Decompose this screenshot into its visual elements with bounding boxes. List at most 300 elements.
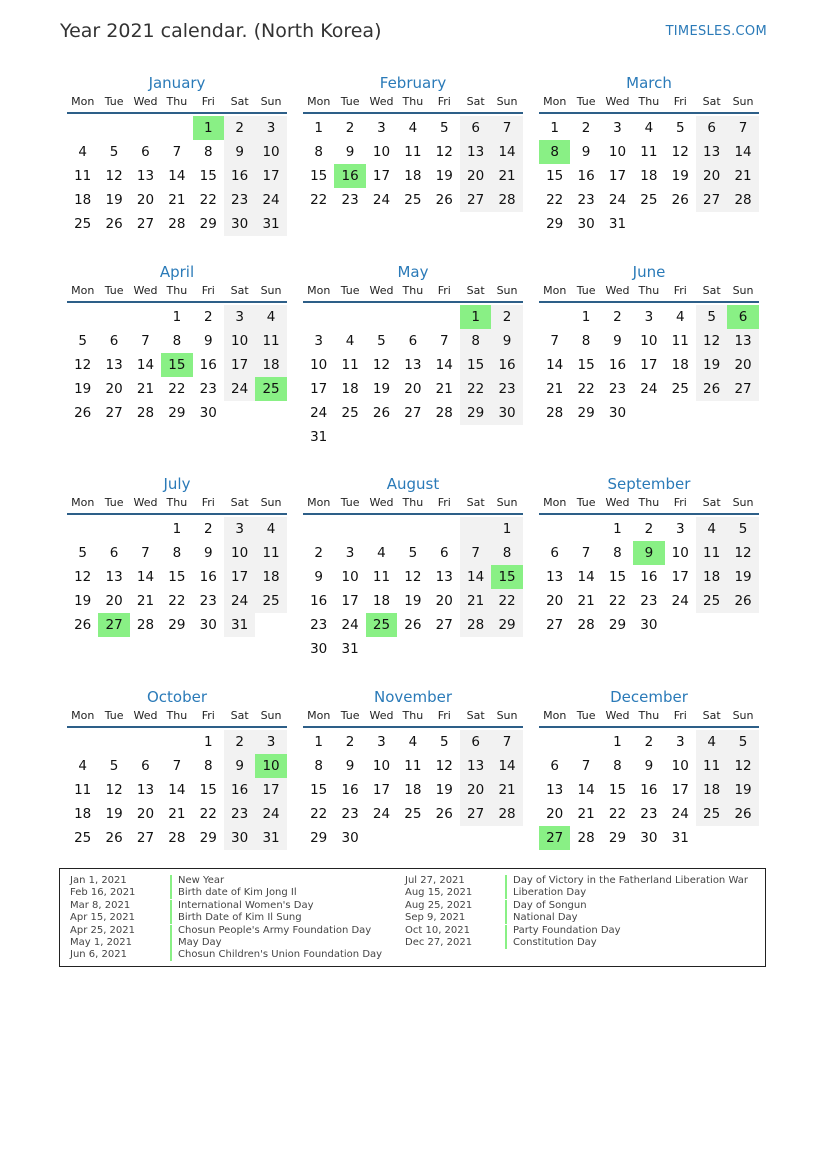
day-cell[interactable]: 22 bbox=[199, 192, 217, 208]
day-cell[interactable]: 20 bbox=[546, 593, 564, 609]
day-cell[interactable]: 22 bbox=[608, 593, 627, 609]
day-cell[interactable]: 23 bbox=[199, 381, 217, 397]
day-cell[interactable]: 8 bbox=[460, 329, 491, 353]
day-cell[interactable]: 20 bbox=[546, 806, 564, 822]
day-cell[interactable]: 31 bbox=[341, 641, 359, 657]
day-cell[interactable]: 30 bbox=[199, 617, 217, 633]
day-cell[interactable]: 19 bbox=[105, 806, 123, 822]
day-cell[interactable]: 9 bbox=[491, 329, 522, 353]
day-cell[interactable]: 14 bbox=[435, 357, 453, 373]
day-cell[interactable]: 19 bbox=[435, 782, 453, 798]
day-cell[interactable]: 16 bbox=[491, 353, 522, 377]
day-cell[interactable]: 7 bbox=[491, 730, 522, 754]
day-cell[interactable]: 21 bbox=[727, 164, 758, 188]
day-cell[interactable]: 7 bbox=[141, 333, 150, 349]
day-cell[interactable]: 18 bbox=[404, 168, 422, 184]
day-cell[interactable]: 31 bbox=[224, 613, 255, 637]
day-cell[interactable]: 15 bbox=[608, 782, 627, 798]
day-cell[interactable]: 18 bbox=[255, 565, 286, 589]
day-cell[interactable]: 14 bbox=[577, 782, 595, 798]
day-cell[interactable]: 8 bbox=[491, 541, 522, 565]
day-cell[interactable]: 14 bbox=[491, 140, 522, 164]
day-cell[interactable]: 20 bbox=[136, 192, 155, 208]
day-cell[interactable]: 10 bbox=[372, 144, 391, 160]
day-cell[interactable]: 30 bbox=[224, 826, 255, 850]
day-cell[interactable]: 28 bbox=[168, 830, 186, 846]
day-cell[interactable]: 14 bbox=[491, 754, 522, 778]
day-cell[interactable]: 2 bbox=[203, 309, 213, 325]
day-cell[interactable]: 14 bbox=[136, 569, 155, 585]
day-cell[interactable]: 10 bbox=[671, 545, 689, 561]
day-cell[interactable]: 21 bbox=[168, 806, 186, 822]
day-cell[interactable]: 2 bbox=[345, 120, 355, 136]
day-cell[interactable]: 1 bbox=[203, 734, 213, 750]
day-cell[interactable]: 16 bbox=[640, 782, 658, 798]
day-cell[interactable]: 28 bbox=[546, 405, 564, 421]
day-cell[interactable]: 12 bbox=[105, 782, 123, 798]
day-cell[interactable]: 21 bbox=[136, 381, 155, 397]
day-cell[interactable]: 6 bbox=[141, 758, 150, 774]
day-cell[interactable]: 26 bbox=[404, 617, 422, 633]
day-cell[interactable]: 6 bbox=[460, 730, 491, 754]
day-cell[interactable]: 4 bbox=[644, 120, 654, 136]
day-cell[interactable]: 3 bbox=[675, 734, 685, 750]
day-cell[interactable]: 3 bbox=[224, 305, 255, 329]
day-cell[interactable]: 20 bbox=[696, 164, 727, 188]
day-cell[interactable]: 31 bbox=[310, 429, 328, 445]
day-cell[interactable]: 7 bbox=[727, 116, 758, 140]
day-cell[interactable]: 12 bbox=[435, 144, 453, 160]
day-cell[interactable]: 23 bbox=[199, 593, 217, 609]
day-cell[interactable]: 20 bbox=[727, 353, 758, 377]
day-cell[interactable]: 25 bbox=[640, 192, 658, 208]
day-cell[interactable]: 22 bbox=[491, 589, 522, 613]
day-cell[interactable]: 26 bbox=[372, 405, 391, 421]
day-cell[interactable]: 28 bbox=[136, 405, 155, 421]
day-cell[interactable]: 5 bbox=[377, 333, 386, 349]
day-cell[interactable]: 28 bbox=[577, 617, 595, 633]
day-cell[interactable]: 2 bbox=[581, 120, 591, 136]
day-cell[interactable]: 6 bbox=[408, 333, 418, 349]
day-cell[interactable]: 29 bbox=[168, 405, 186, 421]
day-cell[interactable]: 13 bbox=[404, 357, 422, 373]
day-cell[interactable]: 1 bbox=[613, 521, 622, 537]
day-cell[interactable]: 9 bbox=[314, 569, 323, 585]
day-cell[interactable]: 15 bbox=[199, 782, 217, 798]
day-cell[interactable]: 6 bbox=[550, 545, 559, 561]
holiday-day-cell[interactable]: 27 bbox=[539, 826, 570, 850]
day-cell[interactable]: 27 bbox=[404, 405, 422, 421]
day-cell[interactable]: 30 bbox=[491, 401, 522, 425]
day-cell[interactable]: 26 bbox=[105, 830, 123, 846]
day-cell[interactable]: 10 bbox=[224, 541, 255, 565]
day-cell[interactable]: 31 bbox=[255, 826, 286, 850]
day-cell[interactable]: 18 bbox=[696, 565, 727, 589]
day-cell[interactable]: 17 bbox=[671, 782, 689, 798]
day-cell[interactable]: 22 bbox=[168, 381, 186, 397]
day-cell[interactable]: 5 bbox=[727, 730, 758, 754]
day-cell[interactable]: 31 bbox=[608, 216, 627, 232]
day-cell[interactable]: 22 bbox=[577, 381, 595, 397]
day-cell[interactable]: 12 bbox=[671, 144, 689, 160]
day-cell[interactable]: 5 bbox=[109, 758, 119, 774]
day-cell[interactable]: 5 bbox=[78, 333, 87, 349]
day-cell[interactable]: 16 bbox=[341, 782, 359, 798]
day-cell[interactable]: 25 bbox=[671, 381, 689, 397]
day-cell[interactable]: 12 bbox=[727, 754, 758, 778]
day-cell[interactable]: 16 bbox=[577, 168, 595, 184]
day-cell[interactable]: 24 bbox=[671, 806, 689, 822]
day-cell[interactable]: 2 bbox=[644, 521, 654, 537]
day-cell[interactable]: 18 bbox=[671, 357, 689, 373]
day-cell[interactable]: 17 bbox=[224, 353, 255, 377]
day-cell[interactable]: 27 bbox=[136, 216, 155, 232]
day-cell[interactable]: 24 bbox=[640, 381, 658, 397]
day-cell[interactable]: 3 bbox=[255, 116, 286, 140]
day-cell[interactable]: 28 bbox=[491, 802, 522, 826]
day-cell[interactable]: 30 bbox=[341, 830, 359, 846]
day-cell[interactable]: 8 bbox=[172, 333, 182, 349]
day-cell[interactable]: 20 bbox=[136, 806, 155, 822]
holiday-day-cell[interactable]: 15 bbox=[161, 353, 192, 377]
day-cell[interactable]: 25 bbox=[696, 802, 727, 826]
day-cell[interactable]: 1 bbox=[172, 309, 182, 325]
day-cell[interactable]: 3 bbox=[644, 309, 654, 325]
day-cell[interactable]: 23 bbox=[640, 593, 658, 609]
day-cell[interactable]: 10 bbox=[608, 144, 627, 160]
day-cell[interactable]: 12 bbox=[372, 357, 391, 373]
day-cell[interactable]: 11 bbox=[341, 357, 359, 373]
day-cell[interactable]: 13 bbox=[460, 754, 491, 778]
day-cell[interactable]: 4 bbox=[78, 144, 87, 160]
day-cell[interactable]: 1 bbox=[550, 120, 559, 136]
day-cell[interactable]: 21 bbox=[491, 164, 522, 188]
day-cell[interactable]: 26 bbox=[74, 405, 92, 421]
day-cell[interactable]: 24 bbox=[224, 377, 255, 401]
day-cell[interactable]: 4 bbox=[345, 333, 355, 349]
holiday-day-cell[interactable]: 25 bbox=[255, 377, 286, 401]
day-cell[interactable]: 13 bbox=[546, 569, 564, 585]
day-cell[interactable]: 5 bbox=[78, 545, 87, 561]
day-cell[interactable]: 15 bbox=[310, 782, 328, 798]
day-cell[interactable]: 30 bbox=[640, 830, 658, 846]
day-cell[interactable]: 13 bbox=[546, 782, 564, 798]
day-cell[interactable]: 26 bbox=[727, 802, 758, 826]
day-cell[interactable]: 2 bbox=[491, 305, 522, 329]
holiday-day-cell[interactable]: 6 bbox=[727, 305, 758, 329]
day-cell[interactable]: 19 bbox=[74, 381, 92, 397]
day-cell[interactable]: 12 bbox=[696, 329, 727, 353]
day-cell[interactable]: 21 bbox=[577, 593, 595, 609]
day-cell[interactable]: 7 bbox=[172, 144, 182, 160]
day-cell[interactable]: 5 bbox=[696, 305, 727, 329]
day-cell[interactable]: 12 bbox=[435, 758, 453, 774]
day-cell[interactable]: 26 bbox=[696, 377, 727, 401]
day-cell[interactable]: 27 bbox=[105, 405, 123, 421]
day-cell[interactable]: 23 bbox=[640, 806, 658, 822]
day-cell[interactable]: 11 bbox=[640, 144, 658, 160]
day-cell[interactable]: 4 bbox=[696, 730, 727, 754]
day-cell[interactable]: 18 bbox=[74, 806, 92, 822]
day-cell[interactable]: 18 bbox=[341, 381, 359, 397]
day-cell[interactable]: 2 bbox=[203, 521, 213, 537]
day-cell[interactable]: 19 bbox=[372, 381, 391, 397]
holiday-day-cell[interactable]: 1 bbox=[193, 116, 224, 140]
day-cell[interactable]: 28 bbox=[136, 617, 155, 633]
day-cell[interactable]: 27 bbox=[435, 617, 453, 633]
day-cell[interactable]: 21 bbox=[460, 589, 491, 613]
day-cell[interactable]: 15 bbox=[577, 357, 595, 373]
day-cell[interactable]: 25 bbox=[696, 589, 727, 613]
day-cell[interactable]: 9 bbox=[345, 758, 355, 774]
day-cell[interactable]: 13 bbox=[105, 569, 123, 585]
day-cell[interactable]: 29 bbox=[577, 405, 595, 421]
day-cell[interactable]: 29 bbox=[608, 830, 627, 846]
day-cell[interactable]: 5 bbox=[727, 517, 758, 541]
day-cell[interactable]: 9 bbox=[224, 140, 255, 164]
day-cell[interactable]: 18 bbox=[640, 168, 658, 184]
day-cell[interactable]: 18 bbox=[372, 593, 391, 609]
day-cell[interactable]: 24 bbox=[608, 192, 627, 208]
day-cell[interactable]: 26 bbox=[671, 192, 689, 208]
day-cell[interactable]: 3 bbox=[613, 120, 622, 136]
day-cell[interactable]: 4 bbox=[255, 517, 286, 541]
day-cell[interactable]: 15 bbox=[460, 353, 491, 377]
day-cell[interactable]: 25 bbox=[255, 589, 286, 613]
day-cell[interactable]: 13 bbox=[460, 140, 491, 164]
day-cell[interactable]: 26 bbox=[105, 216, 123, 232]
day-cell[interactable]: 5 bbox=[408, 545, 418, 561]
day-cell[interactable]: 26 bbox=[727, 589, 758, 613]
day-cell[interactable]: 2 bbox=[224, 730, 255, 754]
day-cell[interactable]: 18 bbox=[696, 778, 727, 802]
day-cell[interactable]: 2 bbox=[345, 734, 355, 750]
day-cell[interactable]: 15 bbox=[199, 168, 217, 184]
day-cell[interactable]: 29 bbox=[310, 830, 328, 846]
day-cell[interactable]: 5 bbox=[675, 120, 685, 136]
day-cell[interactable]: 13 bbox=[435, 569, 453, 585]
day-cell[interactable]: 1 bbox=[172, 521, 182, 537]
day-cell[interactable]: 13 bbox=[696, 140, 727, 164]
day-cell[interactable]: 19 bbox=[74, 593, 92, 609]
day-cell[interactable]: 13 bbox=[136, 782, 155, 798]
day-cell[interactable]: 1 bbox=[613, 734, 622, 750]
day-cell[interactable]: 8 bbox=[203, 144, 213, 160]
day-cell[interactable]: 10 bbox=[310, 357, 328, 373]
day-cell[interactable]: 5 bbox=[439, 120, 449, 136]
day-cell[interactable]: 23 bbox=[491, 377, 522, 401]
day-cell[interactable]: 31 bbox=[671, 830, 689, 846]
day-cell[interactable]: 11 bbox=[404, 144, 422, 160]
day-cell[interactable]: 4 bbox=[408, 734, 418, 750]
day-cell[interactable]: 25 bbox=[404, 806, 422, 822]
day-cell[interactable]: 1 bbox=[314, 120, 323, 136]
day-cell[interactable]: 25 bbox=[341, 405, 359, 421]
day-cell[interactable]: 13 bbox=[727, 329, 758, 353]
day-cell[interactable]: 15 bbox=[310, 168, 328, 184]
day-cell[interactable]: 12 bbox=[105, 168, 123, 184]
day-cell[interactable]: 27 bbox=[727, 377, 758, 401]
day-cell[interactable]: 29 bbox=[546, 216, 564, 232]
day-cell[interactable]: 20 bbox=[404, 381, 422, 397]
day-cell[interactable]: 27 bbox=[136, 830, 155, 846]
day-cell[interactable]: 8 bbox=[613, 545, 622, 561]
day-cell[interactable]: 29 bbox=[460, 401, 491, 425]
day-cell[interactable]: 23 bbox=[341, 806, 359, 822]
day-cell[interactable]: 12 bbox=[404, 569, 422, 585]
day-cell[interactable]: 16 bbox=[199, 569, 217, 585]
day-cell[interactable]: 8 bbox=[172, 545, 182, 561]
day-cell[interactable]: 29 bbox=[608, 617, 627, 633]
day-cell[interactable]: 8 bbox=[581, 333, 591, 349]
day-cell[interactable]: 14 bbox=[168, 782, 186, 798]
day-cell[interactable]: 2 bbox=[224, 116, 255, 140]
holiday-day-cell[interactable]: 9 bbox=[633, 541, 664, 565]
day-cell[interactable]: 24 bbox=[255, 802, 286, 826]
day-cell[interactable]: 19 bbox=[435, 168, 453, 184]
day-cell[interactable]: 27 bbox=[546, 617, 564, 633]
day-cell[interactable]: 23 bbox=[341, 192, 359, 208]
day-cell[interactable]: 18 bbox=[255, 353, 286, 377]
day-cell[interactable]: 25 bbox=[74, 216, 92, 232]
day-cell[interactable]: 4 bbox=[696, 517, 727, 541]
day-cell[interactable]: 22 bbox=[199, 806, 217, 822]
day-cell[interactable]: 9 bbox=[345, 144, 355, 160]
day-cell[interactable]: 4 bbox=[255, 305, 286, 329]
day-cell[interactable]: 15 bbox=[168, 569, 186, 585]
day-cell[interactable]: 16 bbox=[199, 357, 217, 373]
day-cell[interactable]: 9 bbox=[613, 333, 622, 349]
day-cell[interactable]: 3 bbox=[314, 333, 323, 349]
day-cell[interactable]: 24 bbox=[671, 593, 689, 609]
day-cell[interactable]: 1 bbox=[314, 734, 323, 750]
day-cell[interactable]: 17 bbox=[608, 168, 627, 184]
day-cell[interactable]: 3 bbox=[255, 730, 286, 754]
day-cell[interactable]: 28 bbox=[460, 613, 491, 637]
day-cell[interactable]: 8 bbox=[314, 758, 323, 774]
day-cell[interactable]: 12 bbox=[727, 541, 758, 565]
day-cell[interactable]: 17 bbox=[372, 782, 391, 798]
day-cell[interactable]: 10 bbox=[341, 569, 359, 585]
day-cell[interactable]: 28 bbox=[727, 188, 758, 212]
day-cell[interactable]: 14 bbox=[727, 140, 758, 164]
day-cell[interactable]: 7 bbox=[550, 333, 559, 349]
day-cell[interactable]: 2 bbox=[613, 309, 622, 325]
day-cell[interactable]: 8 bbox=[203, 758, 213, 774]
day-cell[interactable]: 30 bbox=[577, 216, 595, 232]
day-cell[interactable]: 11 bbox=[696, 754, 727, 778]
holiday-day-cell[interactable]: 15 bbox=[491, 565, 522, 589]
day-cell[interactable]: 29 bbox=[199, 216, 217, 232]
day-cell[interactable]: 10 bbox=[255, 140, 286, 164]
day-cell[interactable]: 22 bbox=[310, 192, 328, 208]
holiday-day-cell[interactable]: 16 bbox=[334, 164, 365, 188]
day-cell[interactable]: 1 bbox=[581, 309, 591, 325]
day-cell[interactable]: 22 bbox=[546, 192, 564, 208]
day-cell[interactable]: 22 bbox=[460, 377, 491, 401]
day-cell[interactable]: 16 bbox=[224, 164, 255, 188]
day-cell[interactable]: 6 bbox=[109, 545, 119, 561]
day-cell[interactable]: 6 bbox=[141, 144, 150, 160]
day-cell[interactable]: 17 bbox=[372, 168, 391, 184]
holiday-day-cell[interactable]: 8 bbox=[539, 140, 570, 164]
day-cell[interactable]: 22 bbox=[310, 806, 328, 822]
day-cell[interactable]: 16 bbox=[224, 778, 255, 802]
holiday-day-cell[interactable]: 1 bbox=[460, 305, 491, 329]
day-cell[interactable]: 3 bbox=[345, 545, 355, 561]
day-cell[interactable]: 11 bbox=[74, 168, 92, 184]
day-cell[interactable]: 28 bbox=[577, 830, 595, 846]
day-cell[interactable]: 24 bbox=[224, 589, 255, 613]
day-cell[interactable]: 28 bbox=[435, 405, 453, 421]
day-cell[interactable]: 8 bbox=[314, 144, 323, 160]
day-cell[interactable]: 9 bbox=[203, 333, 213, 349]
day-cell[interactable]: 22 bbox=[608, 806, 627, 822]
day-cell[interactable]: 21 bbox=[546, 381, 564, 397]
day-cell[interactable]: 23 bbox=[310, 617, 328, 633]
day-cell[interactable]: 28 bbox=[168, 216, 186, 232]
day-cell[interactable]: 23 bbox=[608, 381, 627, 397]
day-cell[interactable]: 24 bbox=[341, 617, 359, 633]
day-cell[interactable]: 14 bbox=[577, 569, 595, 585]
day-cell[interactable]: 12 bbox=[74, 357, 92, 373]
day-cell[interactable]: 1 bbox=[491, 517, 522, 541]
day-cell[interactable]: 17 bbox=[671, 569, 689, 585]
day-cell[interactable]: 19 bbox=[727, 778, 758, 802]
day-cell[interactable]: 7 bbox=[439, 333, 449, 349]
day-cell[interactable]: 21 bbox=[168, 192, 186, 208]
day-cell[interactable]: 30 bbox=[640, 617, 658, 633]
holiday-day-cell[interactable]: 25 bbox=[366, 613, 397, 637]
day-cell[interactable]: 4 bbox=[377, 545, 386, 561]
day-cell[interactable]: 11 bbox=[696, 541, 727, 565]
day-cell[interactable]: 3 bbox=[377, 734, 386, 750]
day-cell[interactable]: 23 bbox=[577, 192, 595, 208]
day-cell[interactable]: 7 bbox=[460, 541, 491, 565]
day-cell[interactable]: 13 bbox=[136, 168, 155, 184]
day-cell[interactable]: 30 bbox=[608, 405, 627, 421]
day-cell[interactable]: 16 bbox=[608, 357, 627, 373]
day-cell[interactable]: 11 bbox=[255, 329, 286, 353]
day-cell[interactable]: 25 bbox=[74, 830, 92, 846]
day-cell[interactable]: 20 bbox=[105, 593, 123, 609]
day-cell[interactable]: 26 bbox=[435, 806, 453, 822]
day-cell[interactable]: 19 bbox=[105, 192, 123, 208]
day-cell[interactable]: 19 bbox=[671, 168, 689, 184]
day-cell[interactable]: 22 bbox=[168, 593, 186, 609]
day-cell[interactable]: 7 bbox=[581, 545, 591, 561]
day-cell[interactable]: 12 bbox=[74, 569, 92, 585]
day-cell[interactable]: 20 bbox=[460, 778, 491, 802]
day-cell[interactable]: 10 bbox=[372, 758, 391, 774]
day-cell[interactable]: 9 bbox=[581, 144, 591, 160]
day-cell[interactable]: 17 bbox=[255, 778, 286, 802]
day-cell[interactable]: 27 bbox=[460, 802, 491, 826]
day-cell[interactable]: 18 bbox=[74, 192, 92, 208]
day-cell[interactable]: 3 bbox=[377, 120, 386, 136]
day-cell[interactable]: 2 bbox=[644, 734, 654, 750]
day-cell[interactable]: 27 bbox=[460, 188, 491, 212]
day-cell[interactable]: 31 bbox=[255, 212, 286, 236]
day-cell[interactable]: 6 bbox=[439, 545, 449, 561]
day-cell[interactable]: 25 bbox=[404, 192, 422, 208]
day-cell[interactable]: 30 bbox=[199, 405, 217, 421]
day-cell[interactable]: 6 bbox=[550, 758, 559, 774]
day-cell[interactable]: 27 bbox=[696, 188, 727, 212]
day-cell[interactable]: 10 bbox=[224, 329, 255, 353]
day-cell[interactable]: 17 bbox=[310, 381, 328, 397]
day-cell[interactable]: 11 bbox=[372, 569, 391, 585]
